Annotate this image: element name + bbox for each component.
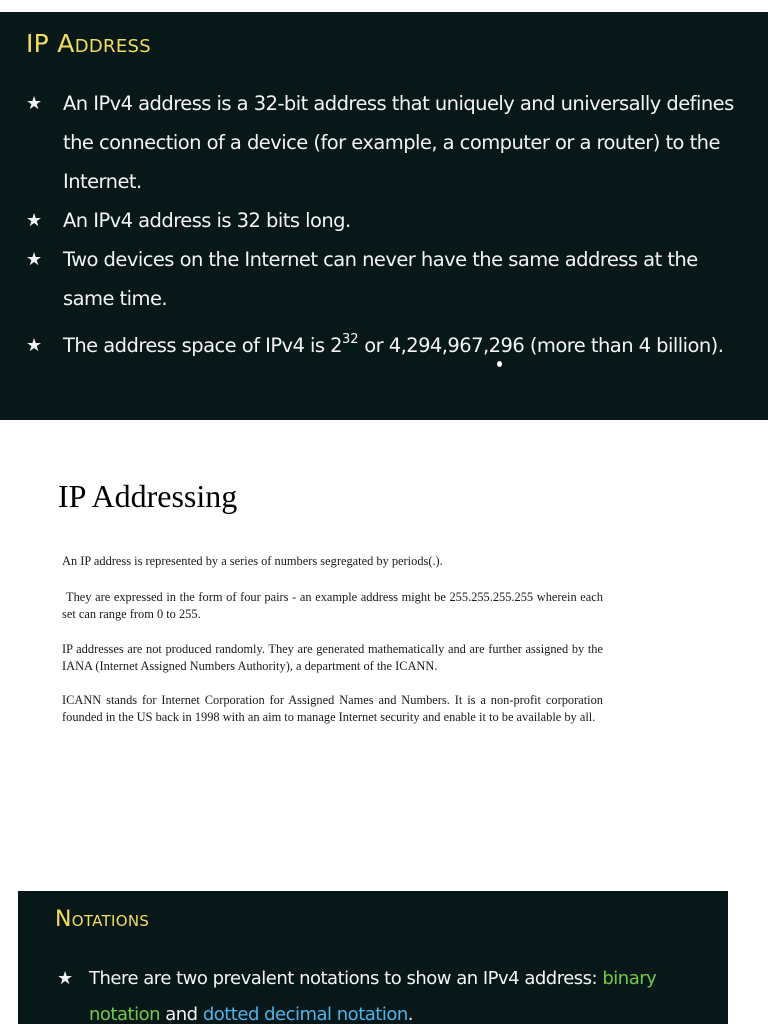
bullet-text-after: or 4,294,967,296 (more than 4 billion). bbox=[358, 334, 724, 357]
star-bullet-icon: ★ bbox=[57, 968, 73, 989]
pointer-cursor-icon bbox=[497, 361, 502, 367]
bullet-text: There are two prevalent notations to show an IPv4 address: bbox=[89, 968, 603, 989]
star-bullet-icon: ★ bbox=[26, 249, 42, 270]
paragraph-representation: An IP address is represented by a series of numbers segregated by periods(.). bbox=[62, 554, 443, 568]
bullet-notations bbox=[55, 961, 705, 1024]
bullet-32-bits-long bbox=[24, 201, 744, 240]
notations-slide bbox=[18, 891, 728, 1024]
slide-title: IP Address bbox=[26, 29, 151, 58]
binary-notation-highlight: binary notation bbox=[89, 968, 657, 1024]
bullet-list bbox=[55, 961, 705, 1024]
paragraph-four-pairs: They are expressed in the form of four pairs - an example address might be 255.255.255.255 wherein each set can range from 0 to 255. bbox=[62, 590, 603, 621]
star-bullet-icon: ★ bbox=[26, 93, 42, 114]
bullet-32bit-definition bbox=[24, 84, 744, 201]
slide-title: Notations bbox=[55, 907, 150, 932]
exponent: 32 bbox=[342, 332, 359, 347]
paragraph-iana: IP addresses are not produced randomly. They are generated mathematically and are further assigned by the IANA (Internet Assigned Numbers Authority), a department of the ICANN. bbox=[62, 642, 603, 673]
bullet-text: Two devices on the Internet can never have the same address at the same time. bbox=[63, 248, 698, 310]
bullet-text: An IPv4 address is 32 bits long. bbox=[63, 209, 351, 232]
ip-address-slide bbox=[0, 12, 768, 420]
bullet-address-space bbox=[24, 326, 744, 365]
bullet-unique-address bbox=[24, 240, 744, 318]
star-bullet-icon: ★ bbox=[26, 210, 42, 231]
bullet-period: . bbox=[407, 1004, 413, 1024]
bullet-list bbox=[24, 84, 744, 365]
ip-addressing-document bbox=[0, 420, 768, 890]
paragraph-icann: ICANN stands for Internet Corporation for Assigned Names and Numbers. It is a non-profit corporation founded in the US back in 1998 with an aim to manage Internet security and enable it to be available by all. bbox=[62, 693, 603, 724]
bullet-text: An IPv4 address is a 32-bit address that uniquely and universally defines the connection of a device (for example, a computer or a router) to the Internet. bbox=[63, 92, 734, 193]
bullet-text-before: The address space of IPv4 is 2 bbox=[63, 334, 343, 357]
dotted-decimal-notation-highlight: dotted decimal notation bbox=[202, 1004, 408, 1024]
star-bullet-icon: ★ bbox=[26, 335, 42, 356]
bullet-conjunction: and bbox=[160, 1004, 203, 1024]
document-title: IP Addressing bbox=[58, 478, 238, 514]
